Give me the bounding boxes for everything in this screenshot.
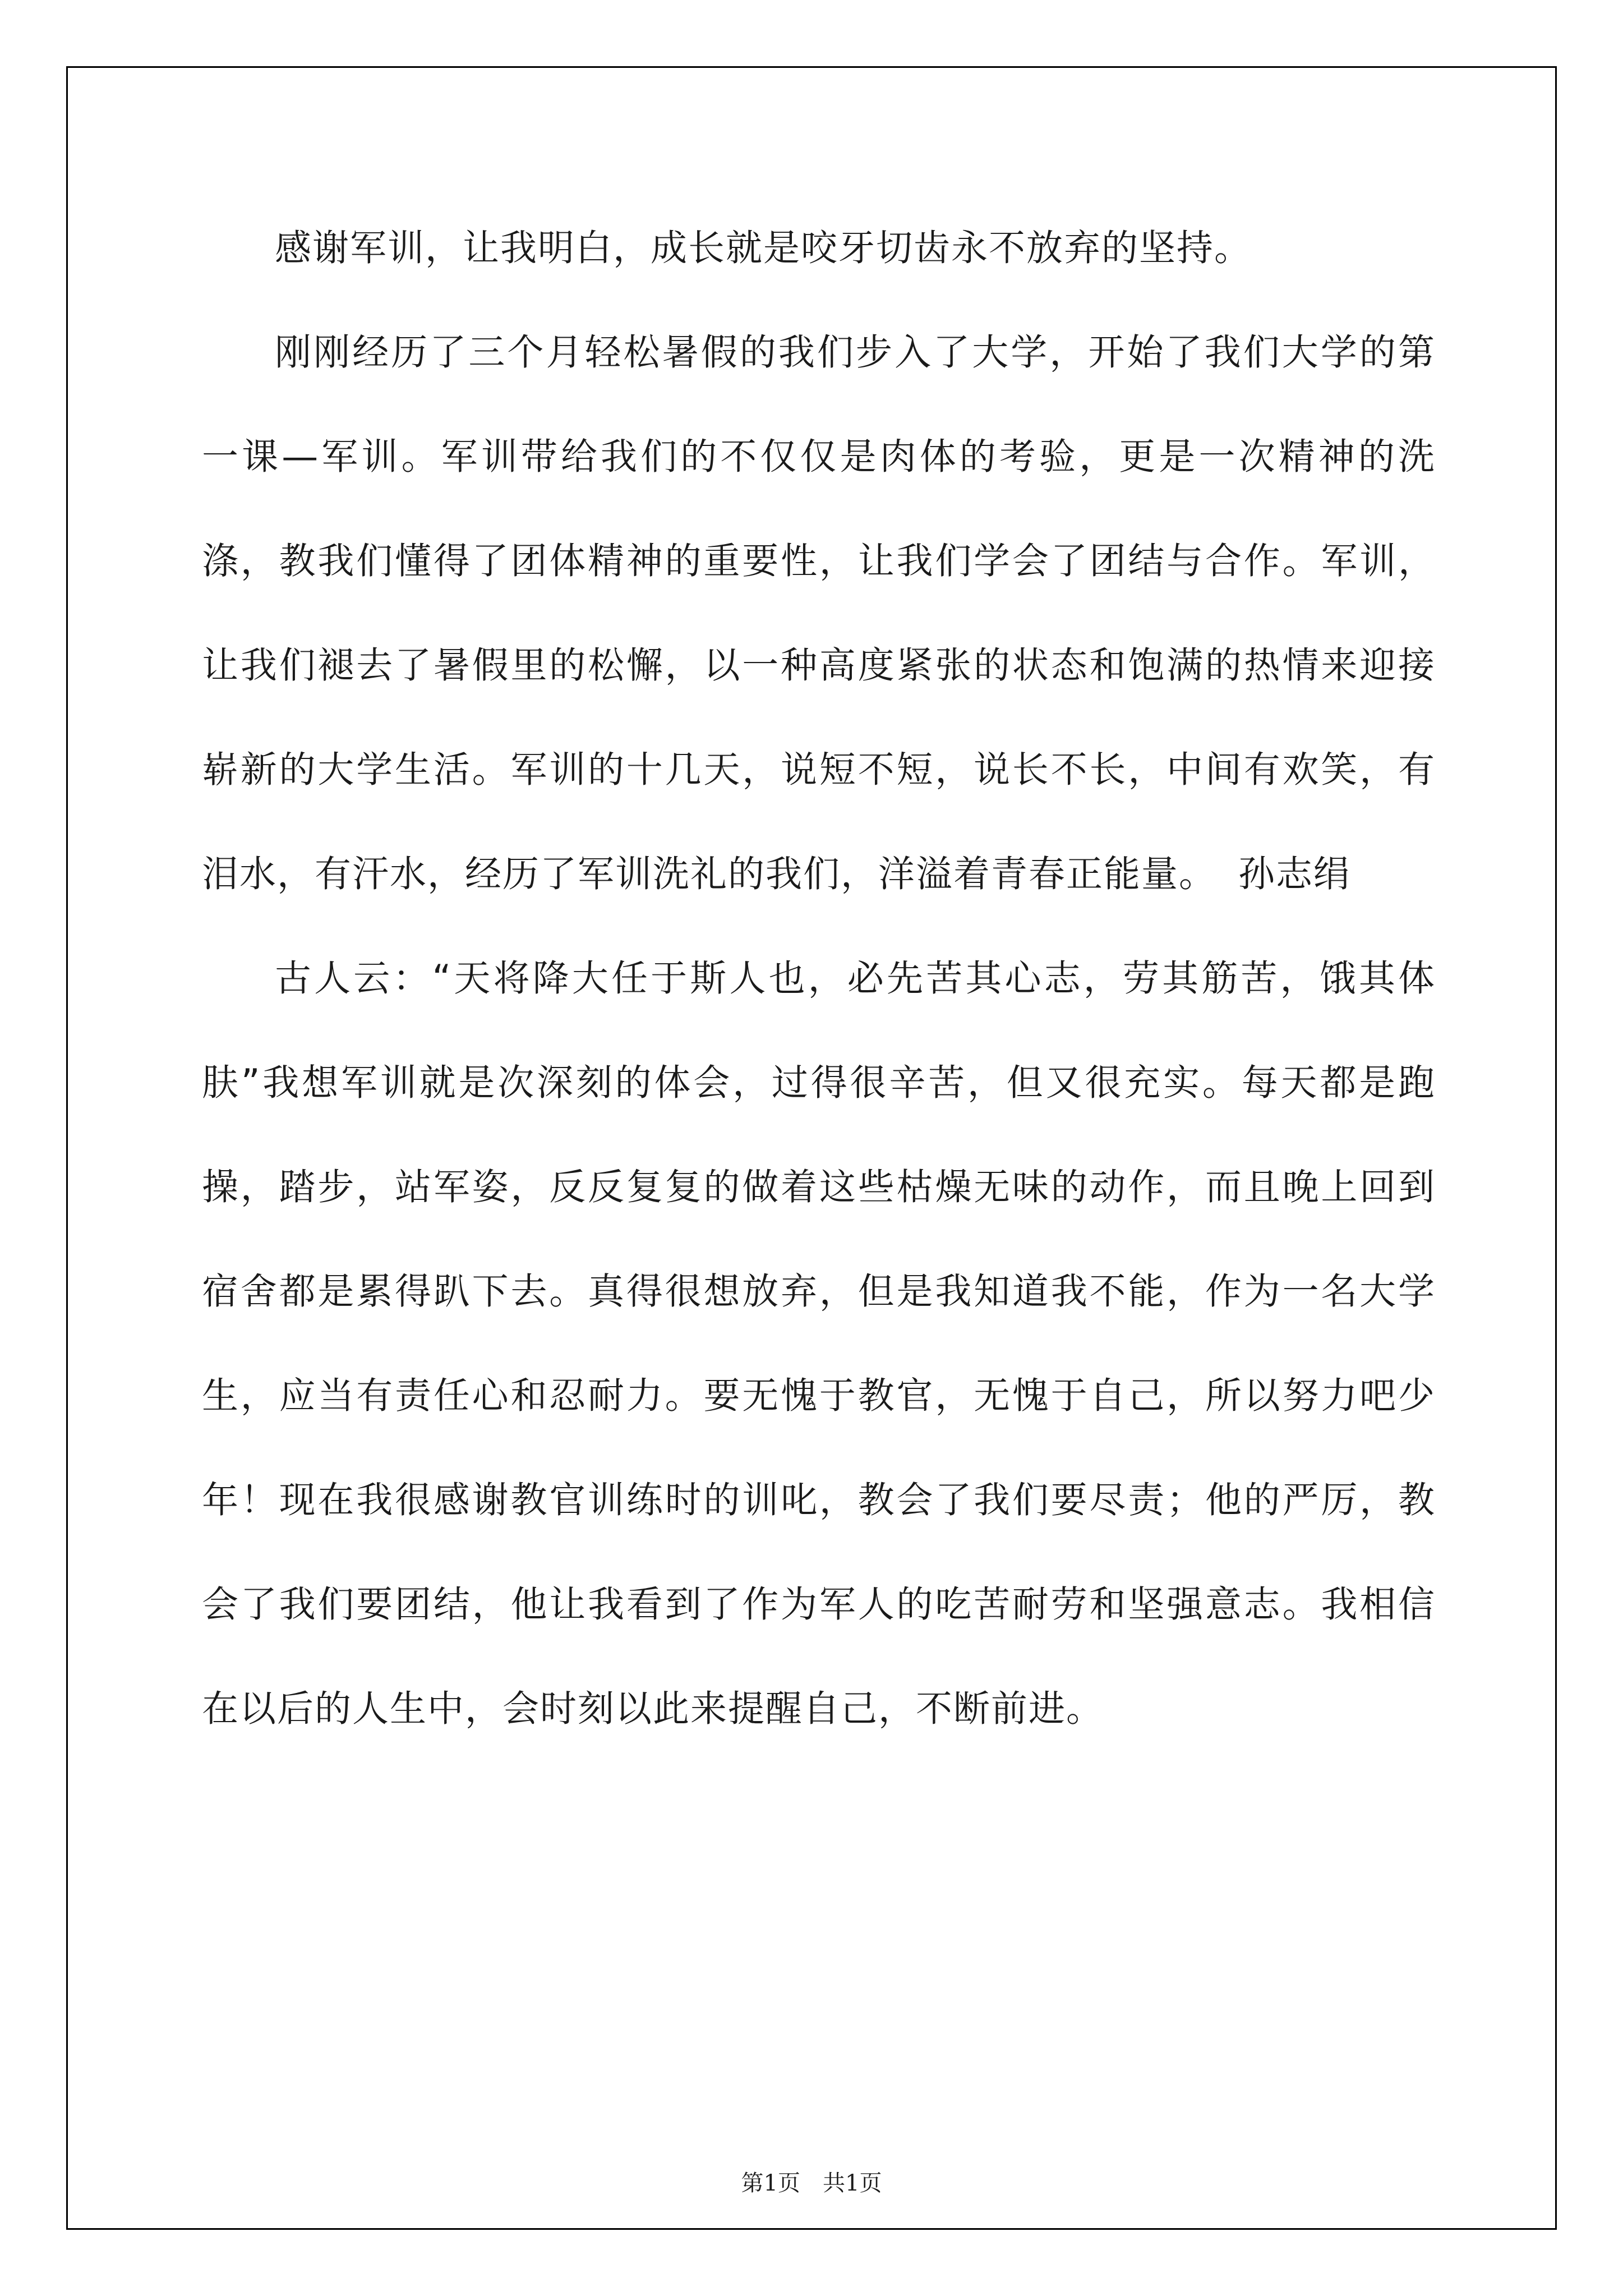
page-footer	[0, 2170, 1623, 2197]
paragraph-3: 古人云：“天将降大任于斯人也，必先苦其心志，劳其筋苦，饿其体肤”我想军训就是次深刻的体会，过得很辛苦，但又很充实。每天都是跑操，踏步，站军姿，反反复复的做着这些枯燥无味的动作，而且晚上回到宿舍都是累得趴下去。真得很想放弃，但是我知道我不能，作为一名大学生，应当有责任心和忍耐力。要无愧于教官，无愧于自己，所以努力吧少年！现在我很感谢教官训练时的训叱，教会了我们要尽责；他的严厉，教会了我们要团结，他让我看到了作为军人的吃苦耐劳和坚强意志。我相信在以后的人生中，会时刻以此来提醒自己，不断前进。	[202, 958, 1436, 1730]
document-body	[202, 196, 1436, 1761]
author-signature: 孙志绢	[1238, 853, 1352, 895]
page-number: 第1页	[741, 2170, 800, 2196]
paragraph-2-text: 刚刚经历了三个月轻松暑假的我们步入了大学，开始了我们大学的第一课—军训。军训带给我们的不仅仅是肉体的考验，更是一次精神的洗涤，教我们懂得了团体精神的重要性，让我们学会了团结与合作。军训，让我们褪去了暑假里的松懈，以一种高度紧张的状态和饱满的热情来迎接崭新的大学生活。军训的十几天，说短不短，说长不长，中间有欢笑，有泪水，有汗水，经历了军训洗礼的我们，洋溢着青春正能量。	[202, 332, 1436, 895]
paragraph-1: 感谢军训，让我明白，成长就是咬牙切齿永不放弃的坚持。	[275, 227, 1252, 269]
page-total: 共1页	[823, 2170, 882, 2196]
paragraph-2	[202, 301, 1436, 927]
